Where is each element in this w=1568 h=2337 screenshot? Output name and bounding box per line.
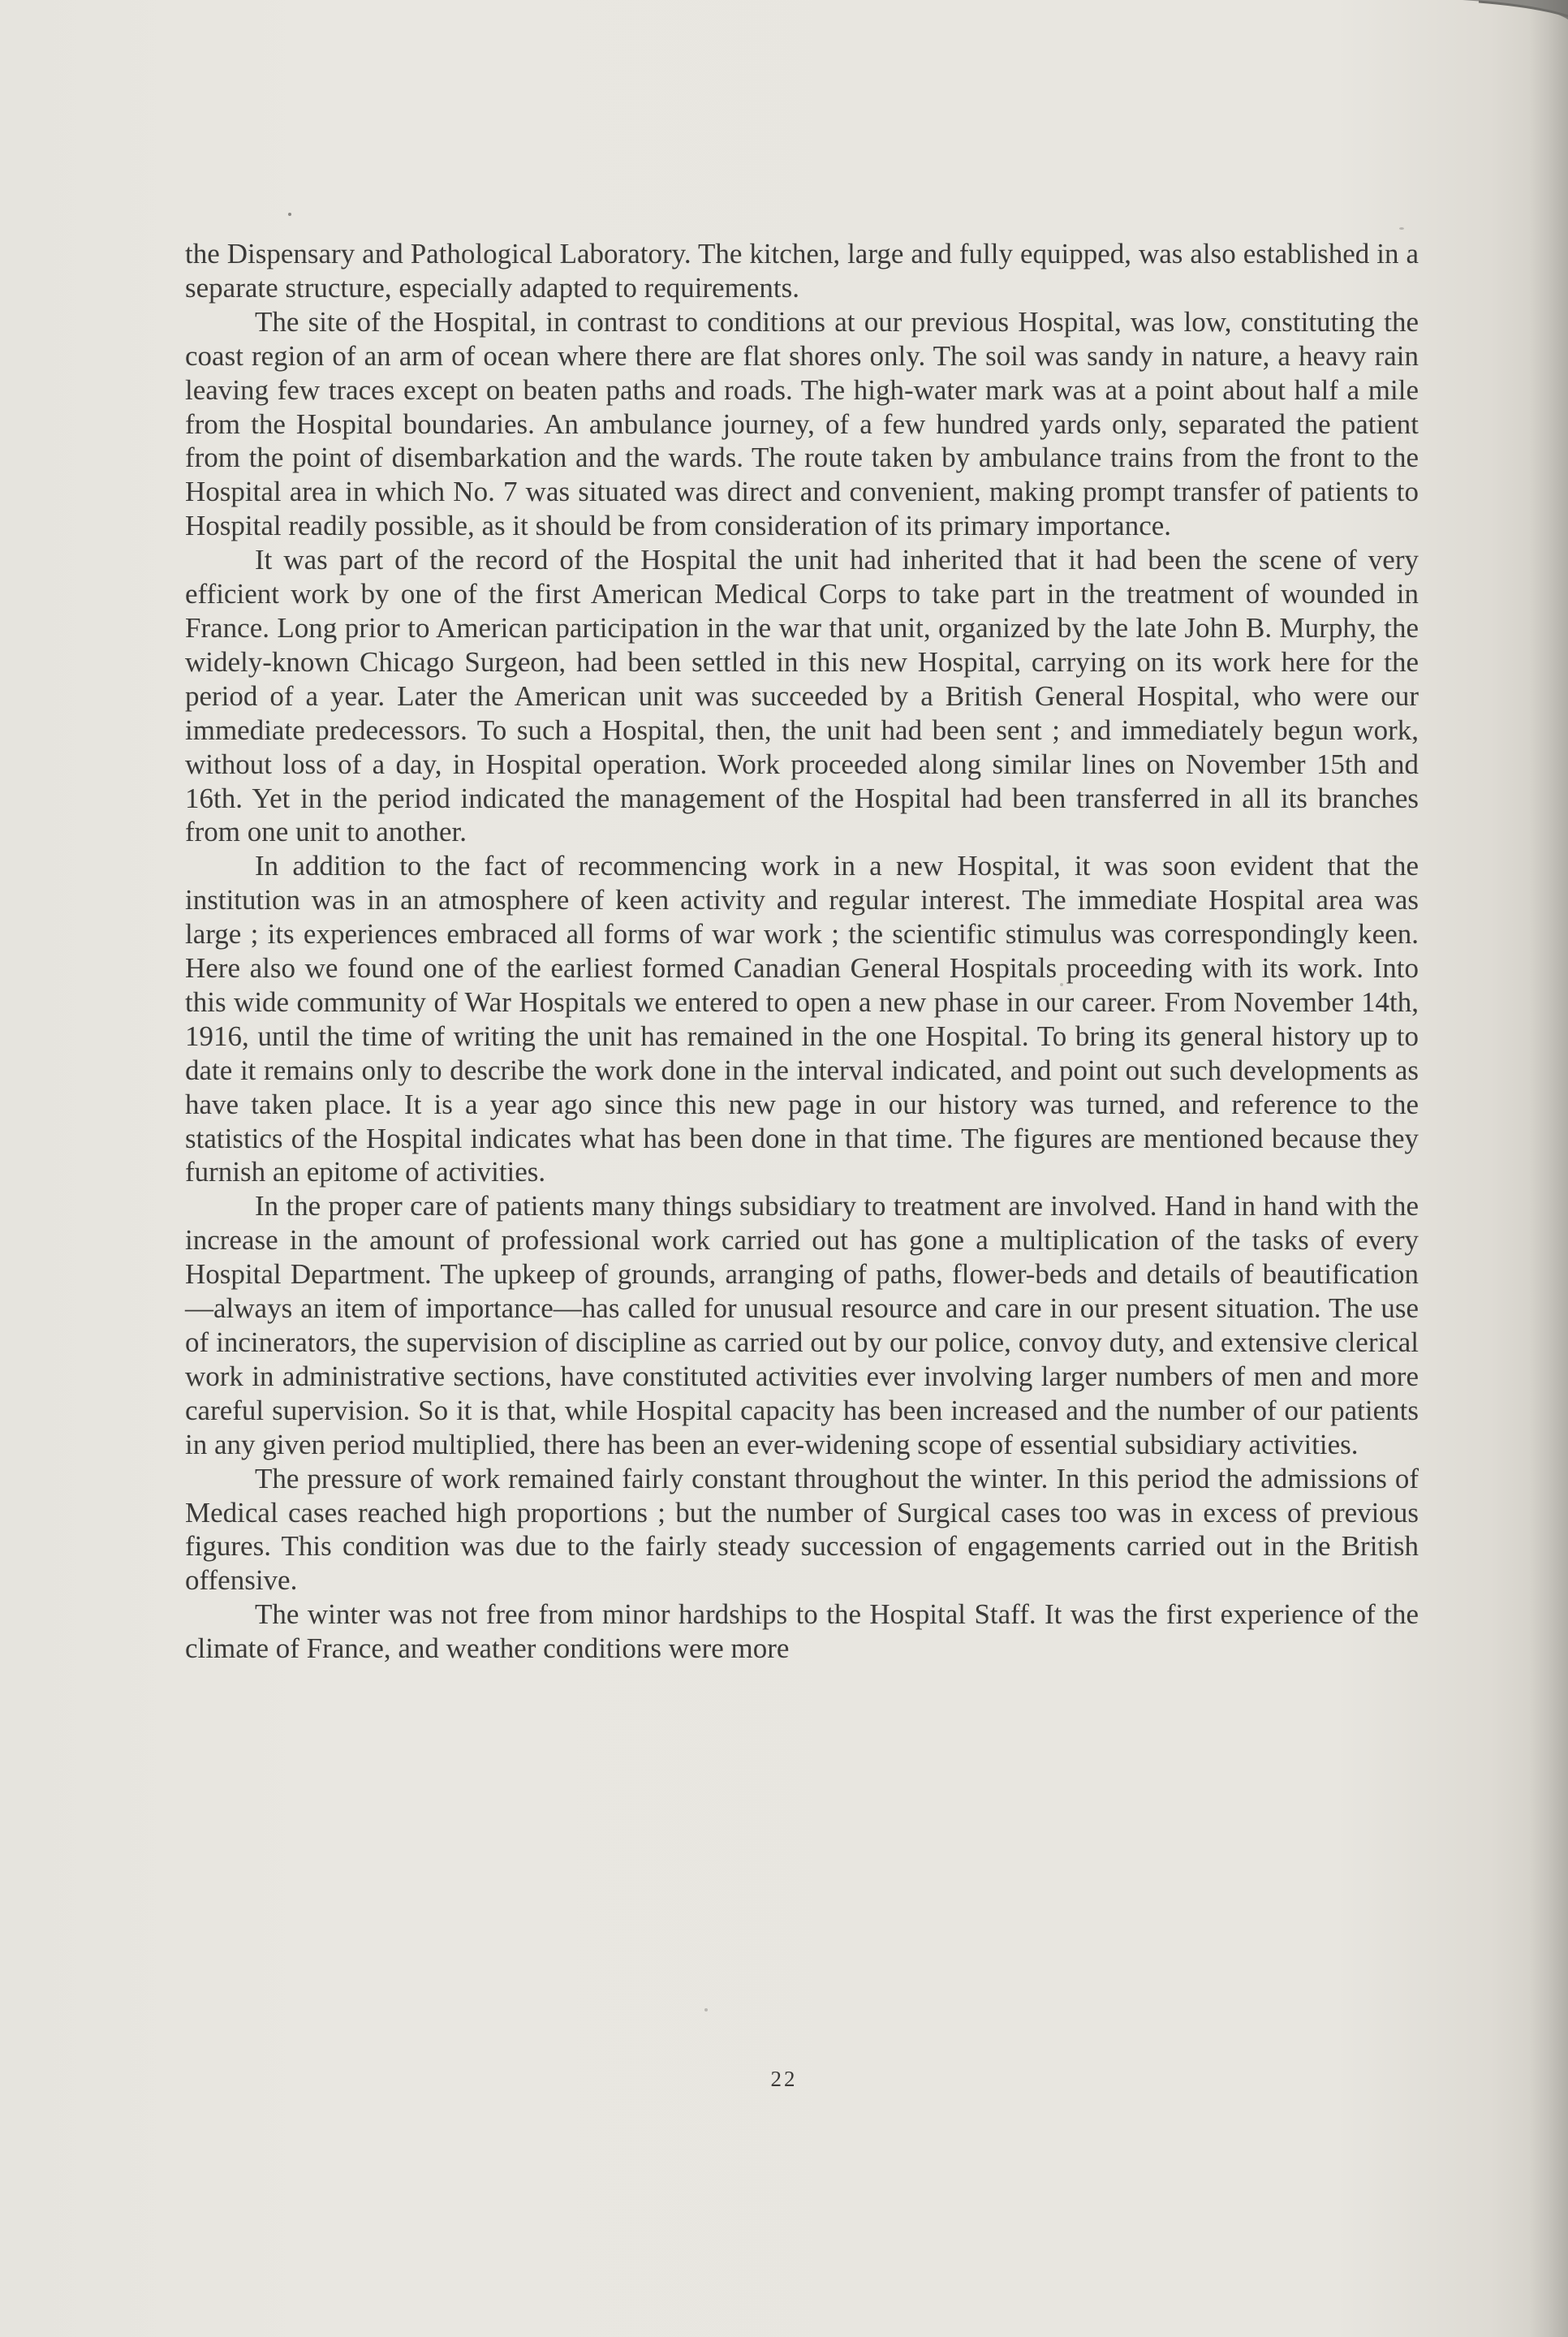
ink-speck	[1399, 227, 1404, 230]
body-text	[185, 237, 1419, 1666]
paragraph: the Dispensary and Pathological Laboratory. The kitchen, large and fully equipped, was also established in a separate structure, especially adapted to requirements.	[185, 238, 1419, 304]
paragraph: The winter was not free from minor hardships to the Hospital Staff. It was the first experience of the climate of France, and weather conditions were more	[185, 1598, 1419, 1665]
paragraph: In the proper care of patients many things subsidiary to treatment are involved. Hand in hand with the increase in the amount of professional work carried out has gone a multiplication of the tasks of every Hospital Department. The upkeep of grounds, arranging of paths, flower-beds and details of beautification—always an item of importance—has called for unusual resource and care in our present situation. The use of incinerators, the supervision of discipline as carried out by our police, convoy duty, and extensive clerical work in administrative sections, have constituted activities ever involving larger numbers of men and more careful supervision. So it is that, while Hospital capacity has been increased and the number of our patients in any given period multiplied, there has been an ever-widening scope of essential subsidiary activities.	[185, 1190, 1419, 1460]
paragraph: The pressure of work remained fairly constant throughout the winter. In this period the admissions of Medical cases reached high proportions ; but the number of Surgical cases too was in excess of previous figures. This condition was due to the fairly steady succession of engagements carried out in the British offensive.	[185, 1462, 1419, 1597]
page-binding-shadow	[1529, 0, 1568, 2337]
page-corner-curl	[1462, 0, 1568, 19]
paragraph: In addition to the fact of recommencing work in a new Hospital, it was soon evident that the institution was in an atmosphere of keen activity and regular interest. The immediate Hospital area was large ; its experiences embraced all forms of war work ; the scientific stimulus was correspondingly keen. Here also we found one of the earliest formed Canadian General Hospitals proceeding with its work. Into this wide community of War Hospitals we entered to open a new phase in our career. From November 14th, 1916, until the time of writing the unit has remained in the one Hospital. To bring its general history up to date it remains only to describe the work done in the interval indicated, and point out such developments as have taken place. It is a year ago since this new page in our history was turned, and reference to the statistics of the Hospital indicates what has been done in that time. The figures are mentioned because they furnish an epitome of activities.	[185, 850, 1419, 1188]
paragraph: The site of the Hospital, in contrast to conditions at our previous Hospital, was low, constituting the coast region of an arm of ocean where there are flat shores only. The soil was sandy in nature, a heavy rain leaving few traces except on beaten paths and roads. The high-water mark was at a point about half a mile from the Hospital boundaries. An ambulance journey, of a few hundred yards only, separated the patient from the point of disembarkation and the wards. The route taken by ambulance trains from the front to the Hospital area in which No. 7 was situated was direct and convenient, making prompt transfer of patients to Hospital readily possible, as it should be from consideration of its primary importance.	[185, 305, 1419, 542]
page-number: 22	[770, 2067, 798, 2091]
paragraph: It was part of the record of the Hospital the unit had inherited that it had been the scene of very efficient work by one of the first American Medical Corps to take part in the treatment of wounded in France. Long prior to American participation in the war that unit, organized by the late John B. Murphy, the widely-known Chicago Surgeon, had been settled in this new Hospital, carrying on its work here for the period of a year. Later the American unit was succeeded by a British General Hospital, who were our immediate predecessors. To such a Hospital, then, the unit had been sent ; and immediately begun work, without loss of a day, in Hospital operation. Work proceeded along similar lines on November 15th and 16th. Yet in the period indicated the management of the Hospital had been transferred in all its branches from one unit to another.	[185, 544, 1419, 848]
ink-speck	[288, 213, 291, 216]
ink-speck	[704, 2008, 708, 2011]
